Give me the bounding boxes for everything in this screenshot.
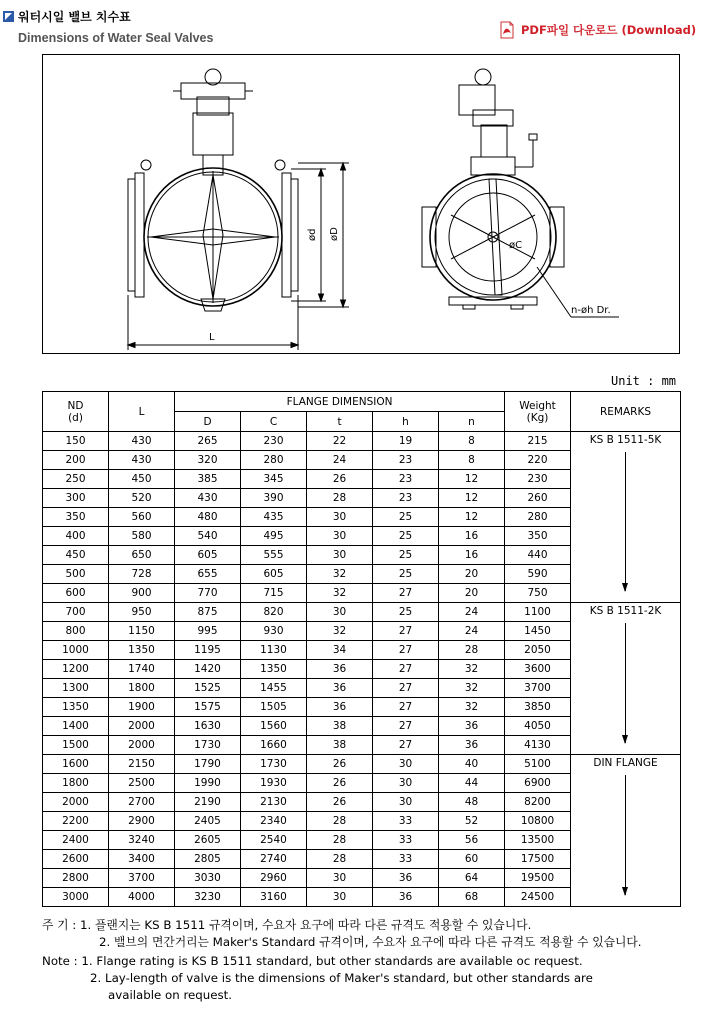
table-cell: 3400 (109, 850, 175, 869)
table-cell: 25 (373, 546, 439, 565)
table-cell: 33 (373, 831, 439, 850)
table-cell: 30 (307, 869, 373, 888)
table-cell: 2405 (175, 812, 241, 831)
table-cell: 23 (373, 489, 439, 508)
table-cell: 28 (439, 641, 505, 660)
table-cell: 1560 (241, 717, 307, 736)
header-h: h (373, 412, 439, 432)
table-cell: 2700 (109, 793, 175, 812)
table-cell: 265 (175, 432, 241, 451)
remarks-label: KS B 1511-2K (589, 605, 662, 617)
table-cell: 30 (307, 888, 373, 907)
table-cell: 36 (307, 660, 373, 679)
table-cell: 32 (307, 584, 373, 603)
table-cell: 2200 (43, 812, 109, 831)
dim-label-holes: n-øh Dr. (571, 305, 611, 316)
table-cell: 480 (175, 508, 241, 527)
table-cell: 280 (241, 451, 307, 470)
table-cell: 950 (109, 603, 175, 622)
table-cell: 26 (307, 755, 373, 774)
table-cell: 385 (175, 470, 241, 489)
table-cell: 1450 (505, 622, 571, 641)
table-cell: 215 (505, 432, 571, 451)
table-cell: 33 (373, 812, 439, 831)
table-cell: 27 (373, 622, 439, 641)
table-cell: 24 (439, 622, 505, 641)
note-en-2: 2. Lay-length of valve is the dimensions of Maker's standard, but other standards are (90, 971, 593, 985)
remarks-cell (571, 755, 681, 907)
table-cell: 25 (373, 527, 439, 546)
table-cell: 5100 (505, 755, 571, 774)
table-cell: 24 (439, 603, 505, 622)
table-cell: 3160 (241, 888, 307, 907)
table-cell: 16 (439, 546, 505, 565)
header-t: t (307, 412, 373, 432)
table-cell: 30 (307, 546, 373, 565)
table-cell: 1660 (241, 736, 307, 755)
table-cell: 1990 (175, 774, 241, 793)
table-cell: 150 (43, 432, 109, 451)
table-cell: 2190 (175, 793, 241, 812)
table-cell: 25 (373, 508, 439, 527)
table-cell: 1730 (175, 736, 241, 755)
table-cell: 500 (43, 565, 109, 584)
table-cell: 27 (373, 698, 439, 717)
table-cell: 440 (505, 546, 571, 565)
table-cell: 220 (505, 451, 571, 470)
table-cell: 27 (373, 584, 439, 603)
table-cell: 4050 (505, 717, 571, 736)
table-cell: 1350 (241, 660, 307, 679)
table-cell: 4000 (109, 888, 175, 907)
table-cell: 19500 (505, 869, 571, 888)
table-cell: 2800 (43, 869, 109, 888)
table-cell: 1630 (175, 717, 241, 736)
valve-front-view (128, 69, 349, 350)
table-cell: 32 (307, 565, 373, 584)
table-cell: 27 (373, 641, 439, 660)
table-cell: 28 (307, 489, 373, 508)
table-cell: 60 (439, 850, 505, 869)
table-cell: 1930 (241, 774, 307, 793)
remarks-label: KS B 1511-5K (589, 434, 662, 446)
note-en-1: Note : 1. Flange rating is KS B 1511 standard, but other standards are available oc request. (42, 954, 583, 968)
table-cell: 230 (241, 432, 307, 451)
table-cell: 2130 (241, 793, 307, 812)
table-cell: 1000 (43, 641, 109, 660)
table-cell: 28 (307, 831, 373, 850)
table-cell: 8 (439, 451, 505, 470)
down-arrow-icon (625, 452, 626, 591)
table-cell: 33 (373, 850, 439, 869)
header-remarks: REMARKS (571, 392, 681, 432)
down-arrow-icon (625, 623, 626, 743)
table-cell: 2805 (175, 850, 241, 869)
table-cell: 34 (307, 641, 373, 660)
table-cell: 23 (373, 451, 439, 470)
table-cell: 2605 (175, 831, 241, 850)
table-cell: 3240 (109, 831, 175, 850)
table-cell: 25 (373, 603, 439, 622)
table-cell: 2540 (241, 831, 307, 850)
table-cell: 1350 (43, 698, 109, 717)
table-cell: 56 (439, 831, 505, 850)
table-cell: 1500 (43, 736, 109, 755)
table-cell: 27 (373, 660, 439, 679)
header-weight: Weight (Kg) (505, 392, 571, 432)
header-nd: ND (d) (43, 392, 109, 432)
table-cell: 580 (109, 527, 175, 546)
table-cell: 2050 (505, 641, 571, 660)
table-cell: 10800 (505, 812, 571, 831)
table-cell: 30 (373, 774, 439, 793)
table-cell: 430 (109, 432, 175, 451)
table-cell: 2960 (241, 869, 307, 888)
header-n: n (439, 412, 505, 432)
down-arrow-icon (625, 775, 626, 895)
table-cell: 1100 (505, 603, 571, 622)
note-en-3: available on request. (108, 988, 233, 1002)
table-cell: 23 (373, 470, 439, 489)
table-cell: 26 (307, 774, 373, 793)
table-cell: 350 (505, 527, 571, 546)
table-cell: 1900 (109, 698, 175, 717)
table-cell: 2900 (109, 812, 175, 831)
table-cell: 30 (373, 793, 439, 812)
table-cell: 28 (307, 812, 373, 831)
dim-label-D: øD (329, 227, 340, 241)
table-cell: 36 (373, 888, 439, 907)
table-cell: 875 (175, 603, 241, 622)
table-cell: 32 (439, 698, 505, 717)
table-cell: 1575 (175, 698, 241, 717)
table-cell: 320 (175, 451, 241, 470)
table-cell: 605 (241, 565, 307, 584)
table-cell: 52 (439, 812, 505, 831)
table-cell: 27 (373, 717, 439, 736)
table-cell: 13500 (505, 831, 571, 850)
table-cell: 24 (307, 451, 373, 470)
table-cell: 450 (109, 470, 175, 489)
table-cell: 3030 (175, 869, 241, 888)
table-cell: 20 (439, 584, 505, 603)
table-cell: 495 (241, 527, 307, 546)
table-cell: 605 (175, 546, 241, 565)
table-cell: 1600 (43, 755, 109, 774)
table-cell: 2500 (109, 774, 175, 793)
table-row (43, 603, 681, 622)
table-cell: 12 (439, 489, 505, 508)
table-cell: 280 (505, 508, 571, 527)
pdf-file-icon (499, 21, 515, 39)
table-cell: 32 (439, 660, 505, 679)
dim-label-L: L (209, 332, 215, 343)
table-cell: 1400 (43, 717, 109, 736)
table-cell: 390 (241, 489, 307, 508)
table-cell: 36 (373, 869, 439, 888)
table-cell: 728 (109, 565, 175, 584)
table-cell: 16 (439, 527, 505, 546)
table-cell: 32 (439, 679, 505, 698)
table-cell: 655 (175, 565, 241, 584)
table-cell: 38 (307, 736, 373, 755)
header-C: C (241, 412, 307, 432)
table-cell: 2340 (241, 812, 307, 831)
table-cell: 28 (307, 850, 373, 869)
note-ko-2: 2. 밸브의 면간거리는 Maker's Standard 규격이며, 수요자 요구에 따라 다른 규격도 적용할 수 있습니다. (99, 935, 642, 949)
table-cell: 715 (241, 584, 307, 603)
table-cell: 450 (43, 546, 109, 565)
table-cell: 30 (307, 527, 373, 546)
table-cell: 800 (43, 622, 109, 641)
table-cell: 12 (439, 508, 505, 527)
valve-drawing (42, 54, 680, 354)
table-cell: 40 (439, 755, 505, 774)
header-flange-dimension: FLANGE DIMENSION (175, 392, 505, 412)
table-cell: 930 (241, 622, 307, 641)
table-cell: 68 (439, 888, 505, 907)
table-cell: 1455 (241, 679, 307, 698)
table-cell: 22 (307, 432, 373, 451)
table-cell: 540 (175, 527, 241, 546)
table-cell: 400 (43, 527, 109, 546)
table-cell: 1800 (109, 679, 175, 698)
table-cell: 2740 (241, 850, 307, 869)
table-cell: 30 (307, 508, 373, 527)
page-title-korean: 워터시일 밸브 치수표 (18, 10, 131, 24)
table-cell: 2000 (109, 717, 175, 736)
table-cell: 26 (307, 470, 373, 489)
table-cell: 36 (439, 717, 505, 736)
page-title-english: Dimensions of Water Seal Valves (18, 31, 214, 45)
table-cell: 430 (175, 489, 241, 508)
table-cell: 560 (109, 508, 175, 527)
remarks-label: DIN FLANGE (593, 757, 658, 769)
table-cell: 44 (439, 774, 505, 793)
table-cell: 17500 (505, 850, 571, 869)
table-cell: 820 (241, 603, 307, 622)
table-cell: 600 (43, 584, 109, 603)
valve-drawing-svg (43, 55, 679, 353)
table-cell: 520 (109, 489, 175, 508)
table-cell: 12 (439, 470, 505, 489)
table-cell: 30 (373, 755, 439, 774)
table-cell: 900 (109, 584, 175, 603)
table-cell: 1505 (241, 698, 307, 717)
table-cell: 2600 (43, 850, 109, 869)
table-cell: 30 (307, 603, 373, 622)
table-cell: 995 (175, 622, 241, 641)
pdf-download-link[interactable] (499, 21, 696, 39)
table-row (43, 432, 681, 451)
table-cell: 8200 (505, 793, 571, 812)
table-cell: 3600 (505, 660, 571, 679)
table-cell: 1730 (241, 755, 307, 774)
table-cell: 20 (439, 565, 505, 584)
table-cell: 4130 (505, 736, 571, 755)
table-cell: 64 (439, 869, 505, 888)
table-cell: 200 (43, 451, 109, 470)
table-cell: 6900 (505, 774, 571, 793)
table-cell: 1420 (175, 660, 241, 679)
table-cell: 590 (505, 565, 571, 584)
table-cell: 1800 (43, 774, 109, 793)
table-cell: 27 (373, 736, 439, 755)
table-cell: 770 (175, 584, 241, 603)
table-cell: 8 (439, 432, 505, 451)
bullet-icon (3, 11, 14, 22)
table-cell: 230 (505, 470, 571, 489)
table-cell: 26 (307, 793, 373, 812)
remarks-cell (571, 432, 681, 603)
table-cell: 350 (43, 508, 109, 527)
header-D: D (175, 412, 241, 432)
table-cell: 19 (373, 432, 439, 451)
table-cell: 1525 (175, 679, 241, 698)
table-cell: 32 (307, 622, 373, 641)
table-cell: 430 (109, 451, 175, 470)
table-cell: 27 (373, 679, 439, 698)
valve-side-view (422, 69, 619, 317)
unit-label: Unit : mm (611, 374, 677, 388)
table-cell: 300 (43, 489, 109, 508)
table-cell: 650 (109, 546, 175, 565)
table-cell: 2000 (43, 793, 109, 812)
table-cell: 36 (307, 698, 373, 717)
table-cell: 25 (373, 565, 439, 584)
table-cell: 1130 (241, 641, 307, 660)
table-row (43, 755, 681, 774)
table-cell: 345 (241, 470, 307, 489)
table-cell: 750 (505, 584, 571, 603)
dim-label-d: ød (307, 228, 318, 241)
dim-label-C: øC (509, 240, 523, 251)
table-cell: 2400 (43, 831, 109, 850)
table-cell: 3700 (505, 679, 571, 698)
remarks-cell (571, 603, 681, 755)
table-cell: 1200 (43, 660, 109, 679)
table-cell: 24500 (505, 888, 571, 907)
table-cell: 3230 (175, 888, 241, 907)
table-cell: 435 (241, 508, 307, 527)
notes-section (42, 917, 642, 1004)
table-cell: 3850 (505, 698, 571, 717)
table-cell: 38 (307, 717, 373, 736)
table-cell: 48 (439, 793, 505, 812)
header-l: L (109, 392, 175, 432)
table-cell: 1195 (175, 641, 241, 660)
table-cell: 3700 (109, 869, 175, 888)
note-ko-1: 주 기 : 1. 플랜지는 KS B 1511 규격이며, 수요자 요구에 따라 다른 규격도 적용할 수 있습니다. (42, 918, 532, 932)
table-cell: 2000 (109, 736, 175, 755)
table-cell: 36 (439, 736, 505, 755)
table-cell: 2150 (109, 755, 175, 774)
table-cell: 250 (43, 470, 109, 489)
table-cell: 700 (43, 603, 109, 622)
table-cell: 1350 (109, 641, 175, 660)
table-cell: 3000 (43, 888, 109, 907)
table-cell: 1150 (109, 622, 175, 641)
pdf-download-label[interactable]: PDF파일 다운로드 (Download) (521, 23, 697, 37)
table-cell: 555 (241, 546, 307, 565)
table-cell: 260 (505, 489, 571, 508)
table-cell: 1740 (109, 660, 175, 679)
table-cell: 1790 (175, 755, 241, 774)
table-cell: 1300 (43, 679, 109, 698)
dimensions-table (42, 391, 681, 907)
table-cell: 36 (307, 679, 373, 698)
